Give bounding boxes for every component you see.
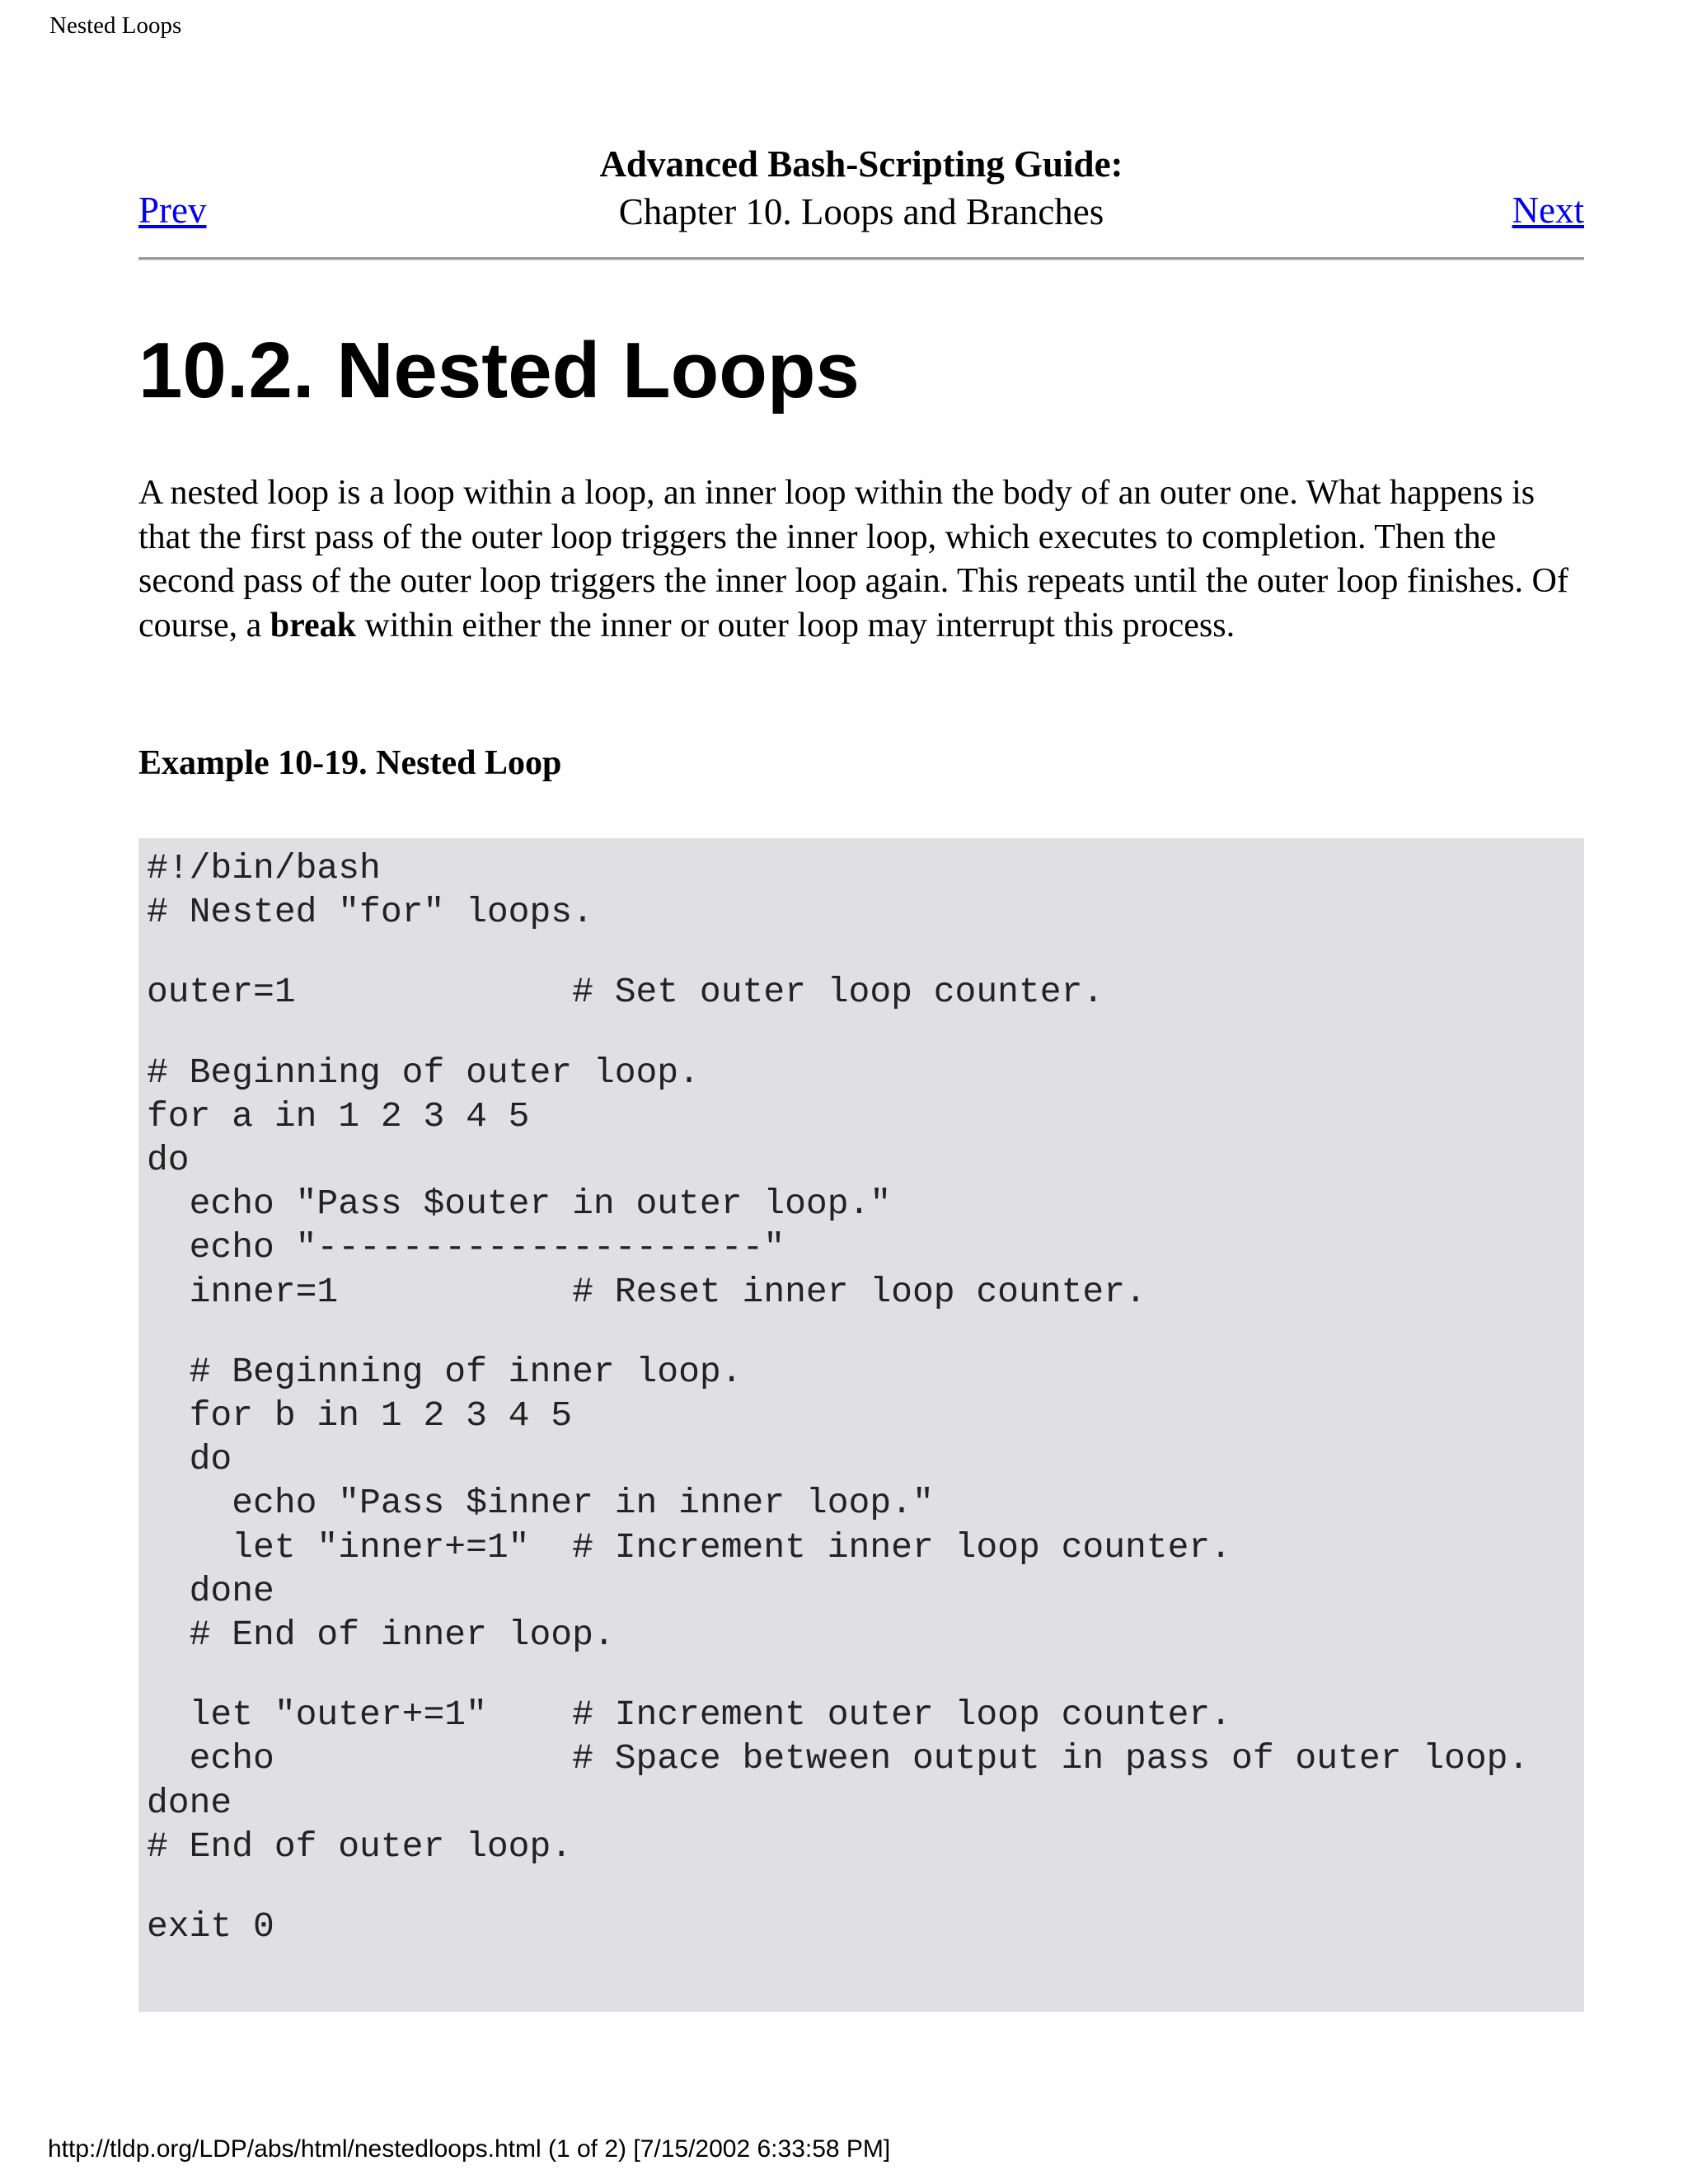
next-link[interactable]: Next [1512, 190, 1584, 231]
code-line: done [147, 1782, 232, 1823]
code-line: #!/bin/bash [147, 848, 381, 888]
guide-title: Advanced Bash-Scripting Guide: [599, 143, 1123, 185]
example-title: Example 10-19. Nested Loop [138, 744, 562, 782]
code-line: # End of outer loop. [147, 1825, 573, 1867]
code-line: exit 0 [147, 1906, 274, 1947]
paragraph-text-end: within either the inner or outer loop may interrupt this process. [356, 606, 1236, 644]
code-line [147, 934, 1584, 970]
section-heading: 10.2. Nested Loops [138, 326, 860, 415]
code-text [147, 846, 1584, 1948]
code-line [147, 1657, 1584, 1693]
code-line: # Nested "for" loops. [147, 892, 593, 933]
code-line: do [147, 1140, 190, 1181]
header-titles [138, 140, 1584, 236]
code-line: # Beginning of outer loop. [147, 1052, 700, 1093]
code-line: do [147, 1439, 232, 1480]
code-line: echo # Space between output in pass of outer loop. [147, 1738, 1530, 1779]
code-line: # Beginning of inner loop. [147, 1351, 743, 1392]
page-footer-url: http://tldp.org/LDP/abs/html/nestedloops.html (1 of 2) [7/15/2002 6:33:58 PM] [48, 2135, 891, 2163]
code-line: let "outer+=1" # Increment outer loop counter. [147, 1694, 1232, 1736]
code-line: echo "Pass $inner in inner loop." [147, 1483, 934, 1524]
code-line: let "inner+=1" # Increment inner loop counter. [147, 1526, 1232, 1568]
code-listing [138, 838, 1584, 2012]
code-line: outer=1 # Set outer loop counter. [147, 972, 1104, 1013]
chapter-title: Chapter 10. Loops and Branches [618, 191, 1104, 232]
code-line: for b in 1 2 3 4 5 [147, 1395, 573, 1436]
code-line [147, 1015, 1584, 1051]
code-line [147, 1868, 1584, 1905]
code-line [147, 1314, 1584, 1350]
document-title: Nested Loops [49, 12, 182, 39]
intro-paragraph [138, 471, 1584, 648]
paragraph-text-start: A nested loop is a loop within a loop, an inner loop within the body of an outer one. What happens is that the first pass of the outer loop triggers the inner loop, which executes to completion. Then the second pass of the outer loop triggers the inner loop again. This repeats until the outer loop finishes. Of course, a [138, 474, 1568, 644]
prev-link[interactable]: Prev [138, 190, 207, 231]
break-keyword: break [270, 606, 357, 644]
code-line: # End of inner loop. [147, 1615, 615, 1656]
code-line: inner=1 # Reset inner loop counter. [147, 1271, 1146, 1312]
navigation-header [138, 140, 1584, 264]
code-line: done [147, 1570, 274, 1611]
code-line: echo "---------------------" [147, 1227, 785, 1268]
code-line: echo "Pass $outer in outer loop." [147, 1183, 892, 1225]
code-line: for a in 1 2 3 4 5 [147, 1095, 530, 1137]
header-divider [138, 257, 1584, 260]
